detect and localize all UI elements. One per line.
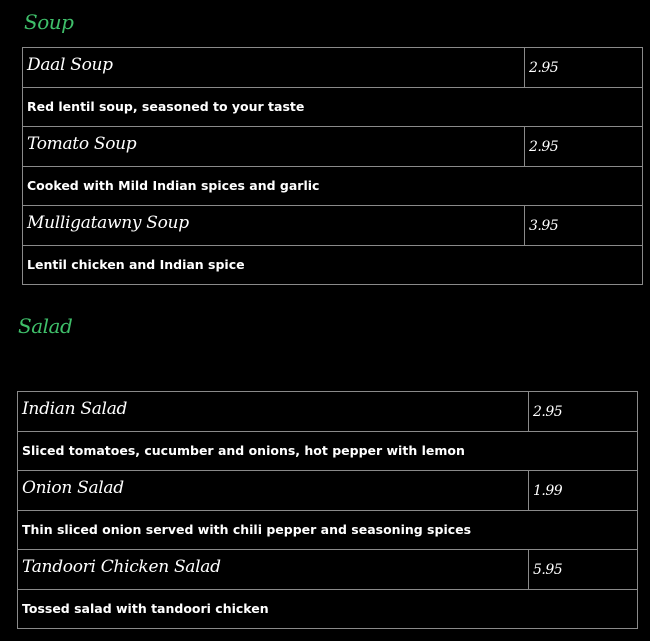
item-price: 2.95 (533, 403, 563, 420)
item-price-cell (529, 550, 638, 590)
item-name-cell (23, 127, 525, 167)
item-price-cell (529, 471, 638, 511)
item-price-cell (525, 127, 643, 167)
salad-menu-table (17, 391, 638, 629)
item-description: Cooked with Mild Indian spices and garlic (27, 178, 320, 193)
item-description: Red lentil soup, seasoned to your taste (27, 99, 305, 114)
item-name: Indian Salad (22, 398, 128, 419)
item-description: Tossed salad with tandoori chicken (22, 601, 269, 616)
section-title-soup: Soup (24, 10, 74, 34)
table-row (18, 392, 638, 432)
item-price: 2.95 (529, 138, 559, 155)
item-description: Lentil chicken and Indian spice (27, 257, 245, 272)
table-row (18, 590, 638, 629)
item-description-cell (18, 590, 638, 629)
item-name: Tandoori Chicken Salad (22, 556, 221, 577)
table-row (23, 167, 643, 206)
table-row (23, 48, 643, 88)
item-name: Mulligatawny Soup (27, 212, 189, 233)
item-price-cell (529, 392, 638, 432)
item-description: Thin sliced onion served with chili pepper and seasoning spices (22, 522, 472, 537)
item-price: 1.99 (533, 482, 563, 499)
item-name: Tomato Soup (27, 133, 137, 154)
item-price: 3.95 (529, 217, 559, 234)
item-price-cell (525, 48, 643, 88)
item-description-cell (23, 167, 643, 206)
item-name-cell (23, 48, 525, 88)
soup-menu-table (22, 47, 643, 285)
table-row (23, 88, 643, 127)
item-name: Daal Soup (27, 54, 113, 75)
item-description-cell (23, 246, 643, 285)
item-price-cell (525, 206, 643, 246)
item-name-cell (18, 392, 529, 432)
item-name-cell (18, 471, 529, 511)
item-price: 2.95 (529, 59, 559, 76)
table-row (18, 471, 638, 511)
table-row (18, 511, 638, 550)
item-description-cell (18, 511, 638, 550)
item-name-cell (18, 550, 529, 590)
item-price: 5.95 (533, 561, 563, 578)
item-name-cell (23, 206, 525, 246)
table-row (18, 432, 638, 471)
section-title-salad: Salad (18, 314, 73, 338)
table-row (23, 127, 643, 167)
item-description-cell (23, 88, 643, 127)
item-description: Sliced tomatoes, cucumber and onions, hot pepper with lemon (22, 443, 465, 458)
table-row (23, 206, 643, 246)
table-row (18, 550, 638, 590)
table-row (23, 246, 643, 285)
item-name: Onion Salad (22, 477, 124, 498)
item-description-cell (18, 432, 638, 471)
